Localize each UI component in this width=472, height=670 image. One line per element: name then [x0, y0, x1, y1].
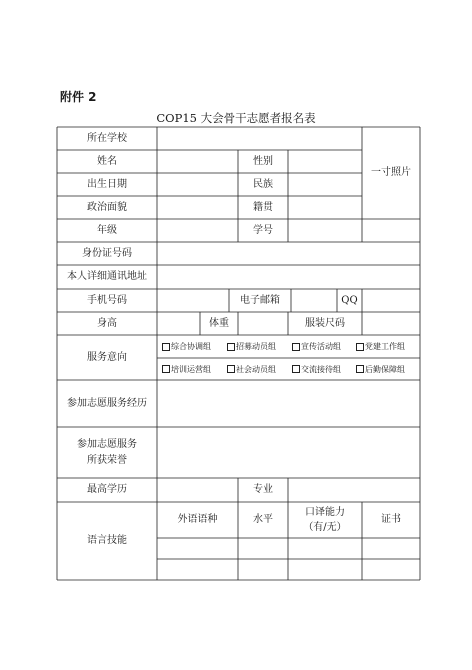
service-option-label: 后勤保障组 — [365, 364, 405, 374]
interpreting-field[interactable] — [288, 538, 362, 559]
service-option-label: 社会动员组 — [236, 364, 276, 374]
gender-label: 性别 — [253, 155, 273, 167]
service-option-label: 综合协调组 — [171, 342, 211, 351]
certificate-header: 证书 — [381, 514, 401, 526]
checkbox-icon — [227, 365, 235, 373]
service-option-checkbox[interactable] — [292, 335, 341, 358]
grade-label: 年级 — [97, 224, 117, 236]
email-label: 电子邮箱 — [240, 294, 280, 306]
volunteer-experience-field[interactable] — [157, 380, 420, 427]
native-place-field[interactable] — [288, 196, 362, 219]
native-place-label: 籍贯 — [253, 201, 273, 213]
interpreting-header-line1: 口译能力 — [305, 507, 345, 518]
foreign-language-field[interactable] — [157, 559, 238, 580]
service-option-checkbox[interactable] — [292, 358, 341, 380]
school-label: 所在学校 — [87, 132, 127, 144]
service-option-checkbox[interactable] — [227, 358, 276, 380]
service-option-checkbox[interactable] — [162, 358, 211, 380]
service-option-label: 招募动员组 — [236, 342, 276, 351]
service-option-checkbox[interactable] — [356, 358, 405, 380]
weight-label: 体重 — [209, 317, 229, 329]
volunteer-experience-label: 参加志愿服务经历 — [67, 397, 147, 409]
honors-field[interactable] — [157, 427, 420, 478]
major-label: 专业 — [253, 484, 273, 496]
form-title: COP15 大会骨干志愿者报名表 — [156, 111, 316, 125]
education-field[interactable] — [157, 478, 238, 502]
education-label: 最高学历 — [87, 484, 127, 496]
clothing-size-label: 服装尺码 — [305, 317, 345, 329]
level-field[interactable] — [238, 538, 288, 559]
service-option-label: 培训运营组 — [171, 364, 211, 374]
political-status-label: 政治面貌 — [87, 201, 127, 213]
checkbox-icon — [292, 365, 300, 373]
certificate-field[interactable] — [362, 559, 420, 580]
birth-date-label: 出生日期 — [87, 178, 127, 190]
school-field[interactable] — [157, 127, 362, 150]
name-label: 姓名 — [97, 155, 117, 167]
interpreting-header-line2: （有/无） — [303, 522, 347, 533]
foreign-language-header: 外语语种 — [177, 514, 218, 526]
address-label: 本人详细通讯地址 — [67, 271, 147, 283]
checkbox-icon — [227, 343, 235, 351]
student-id-label: 学号 — [253, 224, 273, 236]
checkbox-icon — [356, 365, 364, 373]
checkbox-icon — [292, 343, 300, 351]
service-option-checkbox[interactable] — [356, 335, 405, 358]
interpreting-header — [288, 502, 362, 538]
service-option-checkbox[interactable] — [162, 335, 211, 358]
honors-label-line2: 所获荣誉 — [87, 454, 127, 466]
checkbox-icon — [162, 365, 170, 373]
name-field[interactable] — [157, 150, 238, 173]
ethnicity-field[interactable] — [288, 173, 362, 196]
political-status-field[interactable] — [157, 196, 238, 219]
phone-label: 手机号码 — [87, 294, 127, 306]
photo-area[interactable]: 一寸照片 — [371, 167, 411, 179]
birth-date-field[interactable] — [157, 173, 238, 196]
address-field[interactable] — [157, 265, 420, 289]
service-option-checkbox[interactable] — [227, 335, 276, 358]
qq-field[interactable] — [362, 289, 420, 312]
language-skills-label: 语言技能 — [87, 535, 127, 547]
phone-field[interactable] — [157, 289, 229, 312]
service-option-label: 宣传活动组 — [301, 342, 341, 351]
interpreting-field[interactable] — [288, 559, 362, 580]
level-field[interactable] — [238, 559, 288, 580]
level-header: 水平 — [253, 514, 273, 526]
service-option-label: 交流接待组 — [301, 364, 341, 374]
service-intention-label: 服务意向 — [87, 351, 127, 363]
weight-field[interactable] — [238, 312, 288, 335]
checkbox-icon — [356, 343, 364, 351]
email-field[interactable] — [291, 289, 337, 312]
grade-field[interactable] — [157, 219, 238, 242]
service-option-label: 党建工作组 — [365, 342, 405, 351]
id-number-label: 身份证号码 — [82, 247, 132, 259]
height-label: 身高 — [97, 317, 117, 329]
checkbox-icon — [162, 343, 170, 351]
major-field[interactable] — [288, 478, 420, 502]
ethnicity-label: 民族 — [253, 178, 273, 190]
attachment-label: 附件 2 — [60, 90, 97, 104]
certificate-field[interactable] — [362, 538, 420, 559]
foreign-language-field[interactable] — [157, 538, 238, 559]
gender-field[interactable] — [288, 150, 362, 173]
honors-label-line1: 参加志愿服务 — [77, 439, 137, 450]
student-id-field[interactable] — [288, 219, 420, 242]
clothing-size-field[interactable] — [362, 312, 420, 335]
id-number-field[interactable] — [157, 242, 420, 265]
honors-label — [57, 427, 157, 478]
qq-label: QQ — [341, 294, 358, 306]
height-field[interactable] — [157, 312, 200, 335]
